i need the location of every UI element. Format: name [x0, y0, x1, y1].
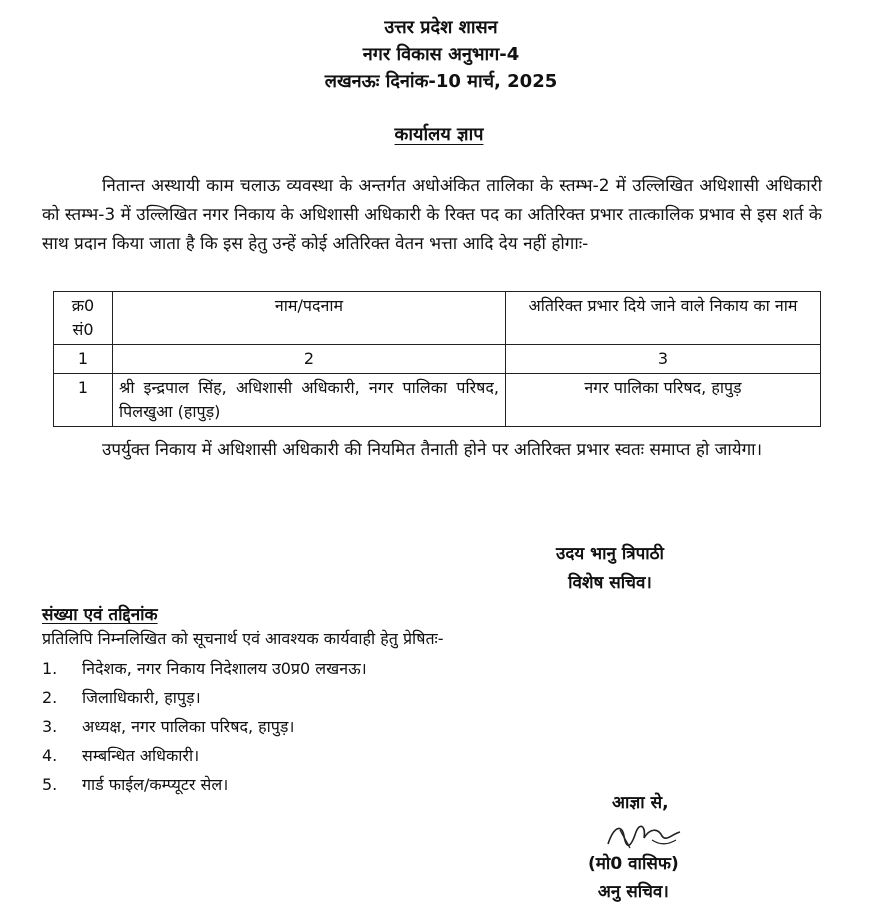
distribution-heading: संख्या एवं तद्दिनांक [42, 605, 158, 625]
column-number-2: 2 [113, 345, 506, 374]
row-name-designation: श्री इन्द्रपाल सिंह, अधिशासी अधिकारी, नगर पालिका परिषद, पिलखुआ (हापुड़) [113, 374, 506, 427]
memo-title [0, 122, 878, 146]
charge-table [53, 291, 821, 427]
table-header-row [54, 292, 821, 345]
list-item-text: गार्ड फाईल/कम्प्यूटर सेल। [82, 775, 229, 794]
memo-paragraph-2: उपर्युक्त निकाय में अधिशासी अधिकारी की नियमित तैनाती होने पर अतिरिक्त प्रभार स्वतः समाप्त हो जायेगा। [102, 440, 763, 460]
signatory-special-secretary [556, 540, 664, 598]
list-item-number: 3. [42, 717, 58, 736]
list-item [42, 741, 367, 770]
list-item-number: 1. [42, 659, 58, 678]
column-number-3: 3 [506, 345, 821, 374]
list-item [42, 770, 367, 799]
header-section: नगर विकास अनुभाग-4 [362, 44, 520, 65]
signatory-under-secretary [588, 850, 679, 906]
column-number-1: 1 [54, 345, 113, 374]
distribution-list [42, 654, 367, 799]
memo-title-text: कार्यालय ज्ञाप [394, 124, 484, 145]
header-serial-number: क्र0 सं0 [54, 292, 113, 345]
by-order-text: आज्ञा से, [612, 793, 669, 813]
signatory1-designation: विशेष सचिव। [568, 573, 652, 593]
memo-paragraph-1: नितान्त अस्थायी काम चलाऊ व्यवस्था के अन्तर्गत अधोअंकित तालिका के स्तम्भ-2 में उल्लिखित अधिशासी अधिकारी को स्तम्भ-3 में उल्लिखित नगर निकाय के अधिशासी अधिकारी के रिक्त पद का अतिरिक्त प्रभार तात्कालिक प्रभाव से इस शर्त के साथ प्रदान किया जाता है कि इस हेतु उन्हें कोई अतिरिक्त वेतन भत्ता आदि देय नहीं होगाः- [42, 176, 822, 254]
distribution-intro: प्रतिलिपि निम्नलिखित को सूचनार्थ एवं आवश्यक कार्यवाही हेतु प्रेषितः- [42, 629, 444, 648]
row-serial-number: 1 [54, 374, 113, 427]
list-item-text: जिलाधिकारी, हापुड़। [82, 688, 201, 707]
row-body-name: नगर पालिका परिषद, हापुड़ [506, 374, 821, 427]
header-place-date: लखनऊः दिनांक-10 मार्च, 2025 [324, 71, 558, 92]
list-item [42, 683, 367, 712]
list-item-number: 5. [42, 775, 58, 794]
list-item [42, 712, 367, 741]
list-item-text: निदेशक, नगर निकाय निदेशालय उ0प्र0 लखनऊ। [82, 659, 367, 678]
header-body-name: अतिरिक्त प्रभार दिये जाने वाले निकाय का नाम [506, 292, 821, 345]
document-header [0, 14, 878, 95]
header-name-designation: नाम/पदनाम [113, 292, 506, 345]
list-item-text: सम्बन्धित अधिकारी। [82, 746, 200, 765]
signatory2-designation: अनु सचिव। [597, 882, 669, 902]
list-item-number: 2. [42, 688, 58, 707]
list-item-text: अध्यक्ष, नगर पालिका परिषद, हापुड़। [82, 717, 295, 736]
list-item-number: 4. [42, 746, 58, 765]
signatory2-name: (मो0 वासिफ) [588, 854, 679, 874]
header-government: उत्तर प्रदेश शासन [384, 17, 498, 38]
table-column-number-row [54, 345, 821, 374]
table-row [54, 374, 821, 427]
list-item [42, 654, 367, 683]
signatory1-name: उदय भानु त्रिपाठी [556, 544, 664, 564]
